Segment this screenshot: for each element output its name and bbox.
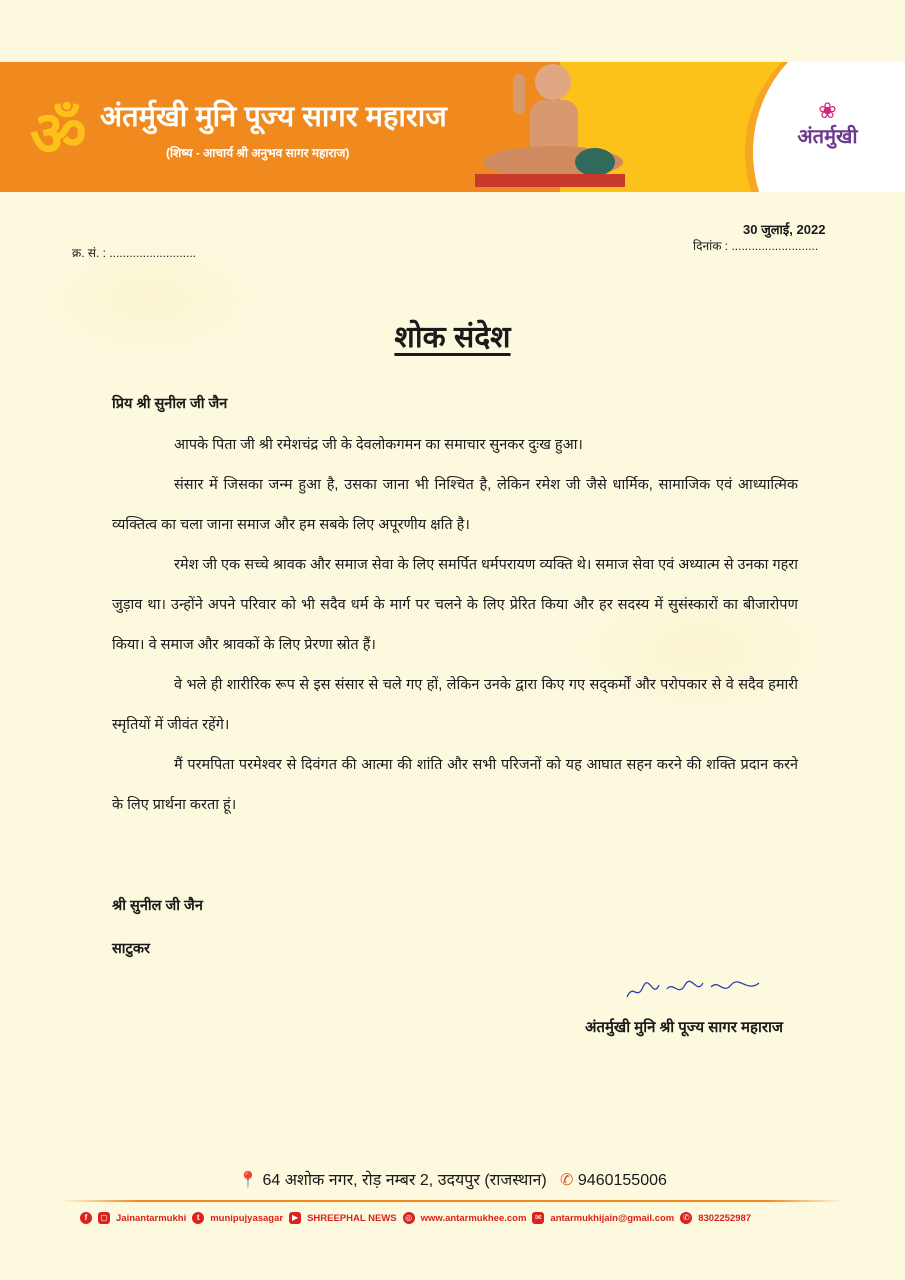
facebook-icon: f [80,1212,92,1224]
recipient-block [112,885,798,971]
signatory-name: अंतर्मुखी मुनि श्री पूज्य सागर महाराज [584,1019,783,1036]
phone-icon: ✆ [560,1172,574,1189]
handwritten-signature [623,975,763,1005]
letter-body [112,393,798,1037]
instagram-icon: ◻ [98,1212,110,1224]
globe-icon: ◎ [403,1212,415,1224]
monk-photo [475,62,625,187]
facebook-handle[interactable]: Jainantarmukhi [116,1212,187,1224]
paragraph: रमेश जी एक सच्चे श्रावक और समाज सेवा के लिए समर्पित धर्मपरायण व्यक्ति थे। समाज सेवा एवं अध्यात्म से उनका गहरा जुड़ाव था। उन्होंने अपने परिवार को भी सदैव धर्म के मार्ग पर चलने के लिए प्रेरित किया और हर सदस्य में सुसंस्कारों का बीजारोपण किया। वे समाज और श्रावकों के लिए प्रेरणा स्रोत हैं। [112,557,798,653]
whatsapp-number[interactable]: 8302252987 [698,1212,752,1224]
recipient-name: श्री सुनील जी जैन [112,898,203,914]
paragraph: संसार में जिसका जन्म हुआ है, उसका जाना भी निश्चित है, लेकिन रमेश जी जैसे धार्मिक, सामाजिक एवं आध्यात्मिक व्यक्तित्व का चला जाना समाज और हम सबके लिए अपूरणीय क्षति है। [112,477,798,533]
twitter-icon: t [192,1212,204,1224]
phone-number: 9460155006 [577,1172,667,1189]
social-links [80,1212,840,1224]
youtube-channel[interactable]: SHREEPHAL NEWS [307,1212,397,1224]
footer-address [0,1168,905,1190]
date-value: 30 जुलाई, 2022 [743,222,826,237]
website-link[interactable]: www.antarmukhee.com [420,1212,527,1224]
salutation: प्रिय श्री सुनील जी जैन [112,396,228,412]
recipient-place: साटुकर [112,941,150,957]
email-icon: ✉ [532,1212,544,1224]
paragraph: मैं परमपिता परमेश्वर से दिवंगत की आत्मा की शांति और सभी परिजनों को यह आघात सहन करने की शक्ति प्रदान करने के लिए प्रार्थना करता हूं। [112,757,798,813]
letterhead-subtitle: (शिष्य - आचार्य श्री अनुभव सागर महाराज) [166,146,350,160]
date-label: दिनांक : .......................... [693,239,819,253]
email-address[interactable]: antarmukhijain@gmail.com [550,1212,675,1224]
om-logo-icon: ॐ [30,100,87,169]
location-pin-icon: 📍 [238,1172,259,1189]
letter-title: शोक संदेश [394,321,511,354]
footer-divider [60,1200,845,1202]
reference-number: क्र. सं. : .......................... [72,246,197,260]
lotus-icon: ❀ [818,98,837,123]
letterhead-title: अंतर्मुखी मुनि पूज्य सागर महाराज [100,101,447,133]
paragraph: वे भले ही शारीरिक रूप से इस संसार से चले गए हों, लेकिन उनके द्वारा किए गए सद्कर्मों और परोपकार से वे सदैव हमारी स्मृतियों में जीवंत रहेंगे। [112,677,798,733]
date-field [693,222,825,254]
signature-block [112,975,798,1037]
twitter-handle[interactable]: munipujyasagar [210,1212,284,1224]
youtube-icon: ▶ [289,1212,301,1224]
paragraph: आपके पिता जी श्री रमेशचंद्र जी के देवलोकगमन का समाचार सुनकर दुःख हुआ। [174,437,583,453]
antarmukhi-brand-logo: ❀ अंतर्मुखी [785,100,870,170]
letterhead-banner [0,62,905,192]
address-text: 64 अशोक नगर, रोड़ नम्बर 2, उदयपुर (राजस्थान) [262,1172,547,1189]
whatsapp-icon: ✆ [680,1212,692,1224]
